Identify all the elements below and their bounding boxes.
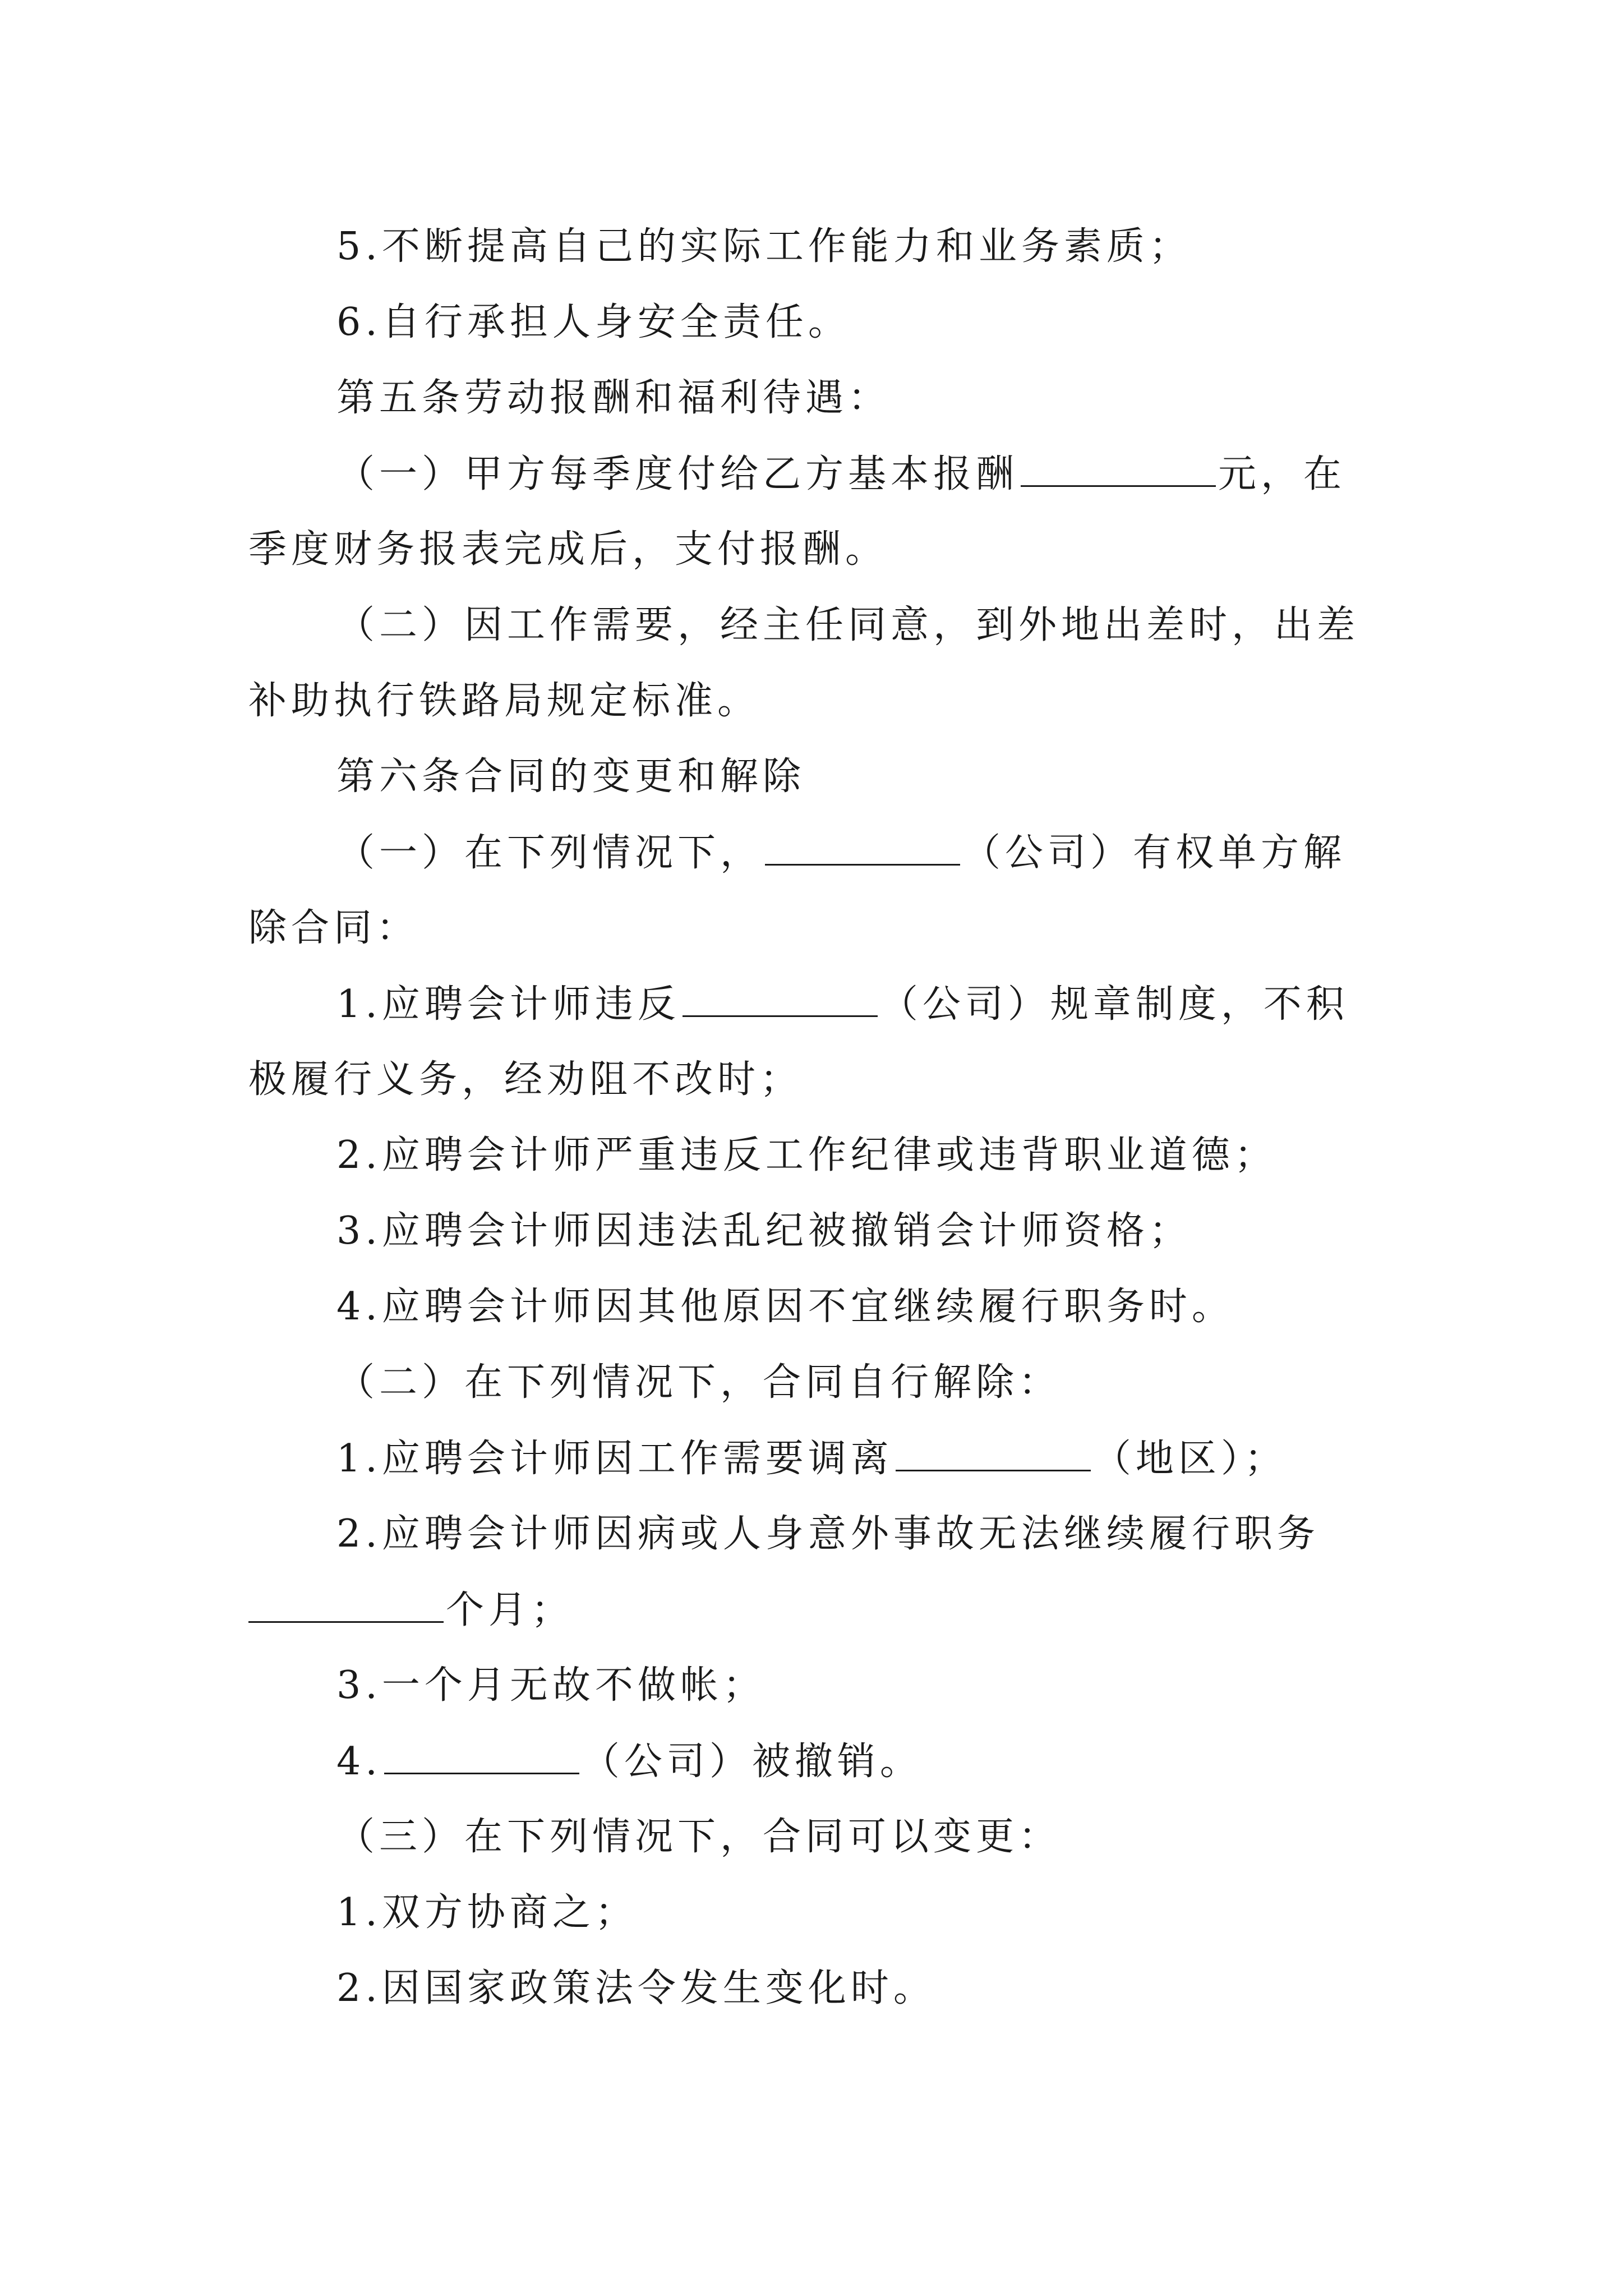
article-5-item-1-cont: 季度财务报表完成后，支付报酬。 [248, 527, 888, 572]
article-5-heading: 第五条劳动报酬和福利待遇： [336, 376, 891, 420]
article-6-section-1: （一）在下列情况下， （公司）有权单方解 [336, 831, 1347, 875]
article-5-item-1: （一）甲方每季度付给乙方基本报酬 元，在 [336, 452, 1347, 496]
blank-field [683, 982, 878, 1017]
article-6-section-3: （三）在下列情况下，合同可以变更： [336, 1815, 1062, 1859]
section-2-item-2-cont: 个月； [248, 1588, 574, 1633]
blank-field [248, 1588, 444, 1623]
clause-duty-5: 5.不断提高自己的实际工作能力和业务素质； [336, 224, 1192, 269]
section-1-item-2: 2.应聘会计师严重违反工作纪律或违背职业道德； [336, 1133, 1277, 1177]
section-1-item-1-cont: 极履行义务，经劝阻不改时； [248, 1057, 803, 1102]
article-5-item-2-cont: 补助执行铁路局规定标准。 [248, 679, 760, 723]
section-1-item-4: 4.应聘会计师因其他原因不宜继续履行职务时。 [336, 1285, 1234, 1329]
article-6-section-1-cont: 除合同： [248, 906, 419, 950]
section-1-item-3: 3.应聘会计师因违法乱纪被撤销会计师资格； [336, 1209, 1192, 1253]
section-3-item-1: 1.双方协商之； [336, 1890, 638, 1935]
article-5-item-2: （二）因工作需要，经主任同意，到外地出差时，出差 [336, 603, 1360, 647]
blank-field [896, 1436, 1091, 1471]
section-2-item-3: 3.一个月无故不做帐； [336, 1663, 766, 1708]
article-6-section-2: （二）在下列情况下，合同自行解除： [336, 1360, 1062, 1405]
article-6-heading: 第六条合同的变更和解除 [336, 754, 806, 799]
clause-duty-6: 6.自行承担人身安全责任。 [336, 300, 851, 344]
blank-field [765, 830, 960, 866]
section-2-item-2: 2.应聘会计师因病或人身意外事故无法继续履行职务 [336, 1512, 1320, 1556]
section-3-item-2: 2.因国家政策法令发生变化时。 [336, 1966, 936, 2010]
section-2-item-4: 4. （公司）被撤销。 [336, 1740, 923, 1784]
section-2-item-1: 1.应聘会计师因工作需要调离 （地区）； [336, 1437, 1287, 1481]
section-1-item-1: 1.应聘会计师违反 （公司）规章制度，不积 [336, 982, 1349, 1027]
blank-field [384, 1739, 579, 1774]
blank-field [1021, 452, 1216, 487]
